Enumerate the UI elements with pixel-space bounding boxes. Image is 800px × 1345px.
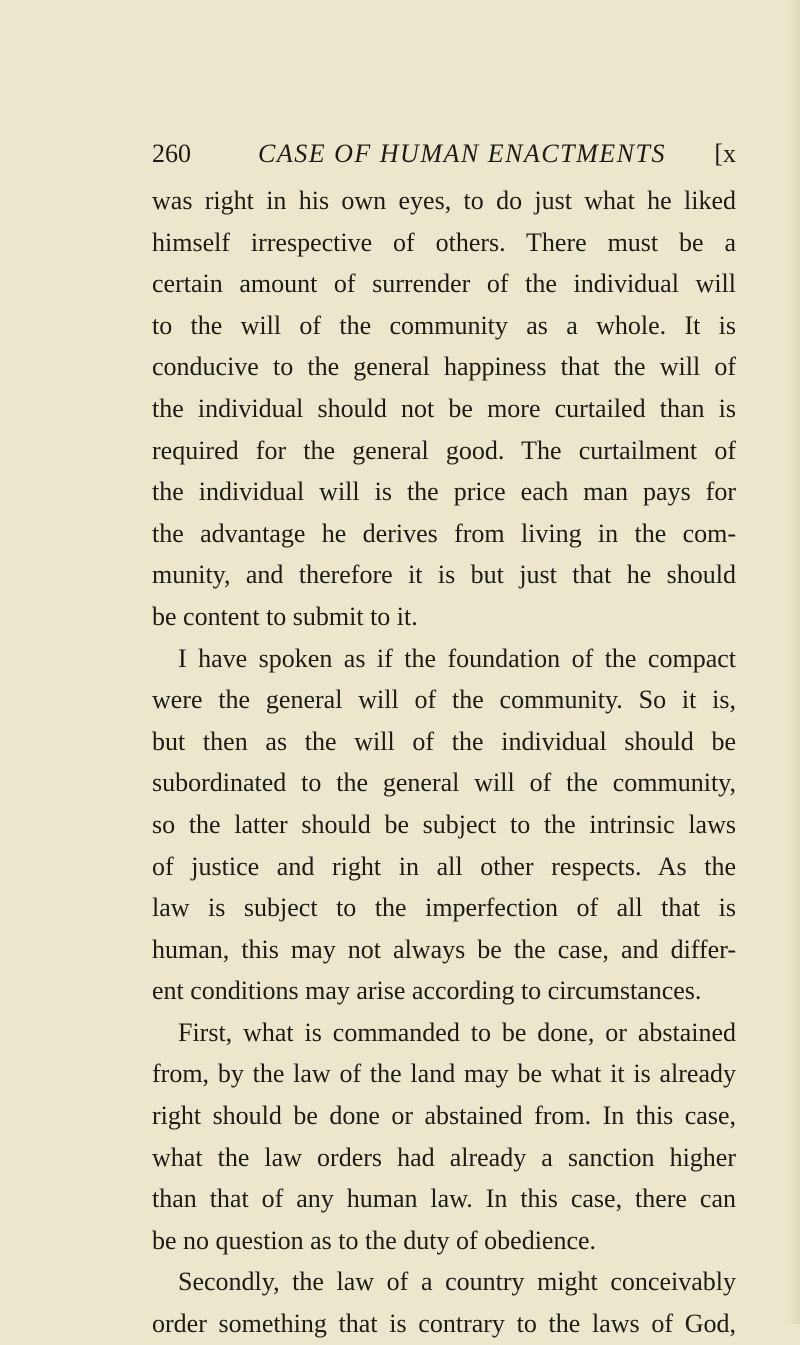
text-line: of justice and right in all other respects. As the <box>152 851 736 881</box>
text-line: from, by the law of the land may be what it is already <box>152 1059 736 1089</box>
text-line: but then as the will of the individual should be <box>152 726 736 756</box>
text-line: law is subject to the imperfection of all that is <box>152 893 736 923</box>
running-title: CASE OF HUMAN ENACTMENTS <box>258 139 666 168</box>
text-line: subordinated to the general will of the community, <box>152 768 736 798</box>
text-line: be content to submit to it. <box>152 601 418 631</box>
text-line: certain amount of surrender of the individual will <box>152 269 736 299</box>
paragraph <box>152 1012 736 1262</box>
paragraph <box>152 1261 736 1344</box>
text-line: right should be done or abstained from. In this case, <box>152 1101 736 1131</box>
text-line: than that of any human law. In this case, there can <box>152 1184 736 1214</box>
page-number: 260 <box>152 139 191 168</box>
running-head <box>152 136 736 172</box>
text-line: required for the general good. The curtailment of <box>152 435 736 465</box>
text-line: was right in his own eyes, to do just what he liked <box>152 186 736 215</box>
text-line: conducive to the general happiness that the will of <box>152 352 736 382</box>
text-line: himself irrespective of others. There must be a <box>152 227 736 257</box>
body-text <box>152 180 736 1345</box>
text-line: so the latter should be subject to the intrinsic laws <box>152 809 736 839</box>
text-line: I have spoken as if the foundation of the compact <box>178 643 736 673</box>
text-line: munity, and therefore it is but just that he should <box>152 560 736 590</box>
text-line: human, this may not always be the case, and differ- <box>152 934 736 964</box>
text-line: be no question as to the duty of obedience. <box>152 1225 597 1255</box>
text-line: ent conditions may arise according to circumstances. <box>152 976 702 1006</box>
text-line: what the law orders had already a sanction higher <box>152 1142 736 1172</box>
paragraph <box>152 180 736 638</box>
text-line: the advantage he derives from living in the com- <box>152 518 736 548</box>
chapter-mark: [x <box>714 139 736 168</box>
text-line: the individual should not be more curtailed than is <box>152 393 736 423</box>
text-line: order something that is contrary to the laws of God, <box>152 1309 736 1339</box>
text-line: First, what is commanded to be done, or abstained <box>178 1017 736 1047</box>
text-line: were the general will of the community. So it is, <box>152 685 736 715</box>
page-edge-shadow <box>786 0 800 1324</box>
text-line: to the will of the community as a whole. It is <box>152 310 736 340</box>
paragraph <box>152 638 736 1012</box>
text-line: Secondly, the law of a country might conceivably <box>178 1267 736 1297</box>
text-line: the individual will is the price each man pays for <box>152 477 736 507</box>
